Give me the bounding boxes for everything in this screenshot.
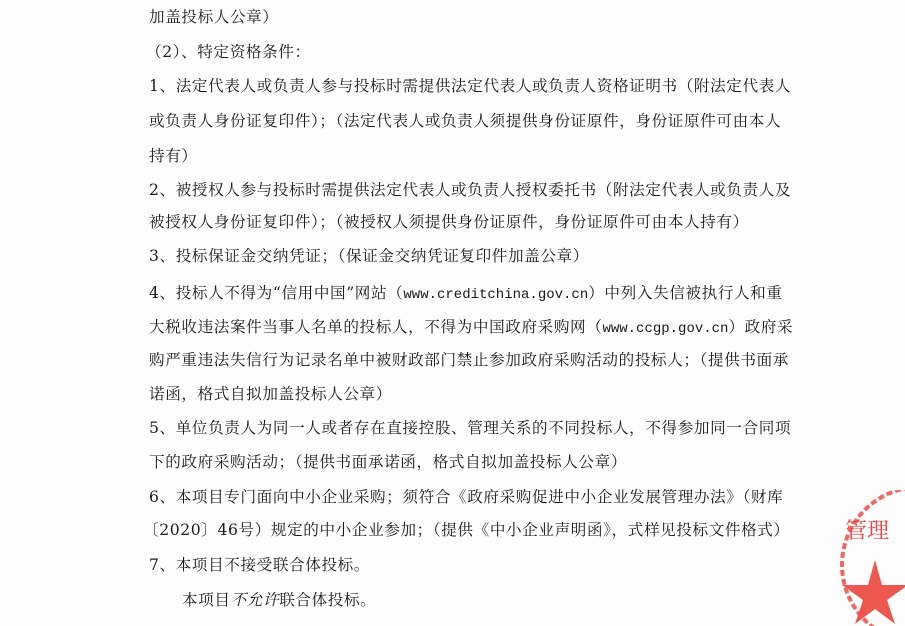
text-line bbox=[149, 317, 793, 339]
official-seal bbox=[815, 490, 905, 626]
text-line: 3、投标保证金交纳凭证；（保证金交纳凭证复印件加盖公章） bbox=[149, 247, 589, 265]
seal-text: 管理 bbox=[845, 519, 890, 544]
text-line: 或负责人身份证复印件）；（法定代表人或负责人须提供身份证原件，身份证原件可由本人 bbox=[149, 112, 782, 130]
text: 本项目 bbox=[182, 591, 231, 609]
text-line: 诺函，格式自拟加盖投标人公章） bbox=[149, 385, 392, 403]
text: 大税收违法案件当事人名单的投标人，不得为中国政府采购网（ bbox=[149, 318, 603, 336]
text-line: 5、单位负责人为同一人或者存在直接控股、管理关系的不同投标人，不得参加同一合同项 bbox=[149, 419, 792, 437]
handwritten-text: 不允许 bbox=[230, 591, 280, 609]
text-line: 1、法定代表人或负责人参与投标时需提供法定代表人或负责人资格证明书（附法定代表人 bbox=[149, 77, 792, 95]
text-line: 6、本项目专门面向中小企业采购；须符合《政府采购促进中小企业发展管理办法》（财库 bbox=[149, 488, 784, 506]
text: ）中列入失信被执行人和重 bbox=[588, 284, 783, 302]
text: ）政府采 bbox=[728, 318, 794, 336]
text-line: 被授权人身份证复印件）；（被授权人须提供身份证原件，身份证原件可由本人持有） bbox=[149, 213, 749, 231]
text-line: 加盖投标人公章） bbox=[149, 8, 279, 26]
text-line: 〔2020〕46号）规定的中小企业参加；（提供《中小企业声明函》，式样见投标文件格式） bbox=[143, 521, 790, 539]
text-line: 下的政府采购活动；（提供书面承诺函，格式自拟加盖投标人公章） bbox=[149, 453, 628, 471]
url-text: www.creditchina.gov.cn bbox=[403, 287, 589, 303]
text-line bbox=[149, 283, 783, 305]
text-line: 7、本项目不接受联合体投标。 bbox=[149, 556, 371, 574]
seal-star-icon bbox=[842, 560, 905, 624]
section-heading: （2）、特定资格条件： bbox=[146, 43, 311, 61]
text-line: 持有） bbox=[149, 147, 198, 165]
text-line bbox=[182, 590, 376, 610]
text-line: 2、被授权人参与投标时需提供法定代表人或负责人授权委托书（附法定代表人或负责人及 bbox=[149, 181, 792, 199]
text-line: 购严重违法失信行为记录名单中被财政部门禁止参加政府采购活动的投标人；（提供书面承 bbox=[149, 351, 789, 369]
url-text: www.ccgp.gov.cn bbox=[602, 321, 729, 337]
text: 4、投标人不得为“信用中国”网站（ bbox=[149, 284, 404, 302]
text: 联合体投标。 bbox=[279, 591, 377, 609]
